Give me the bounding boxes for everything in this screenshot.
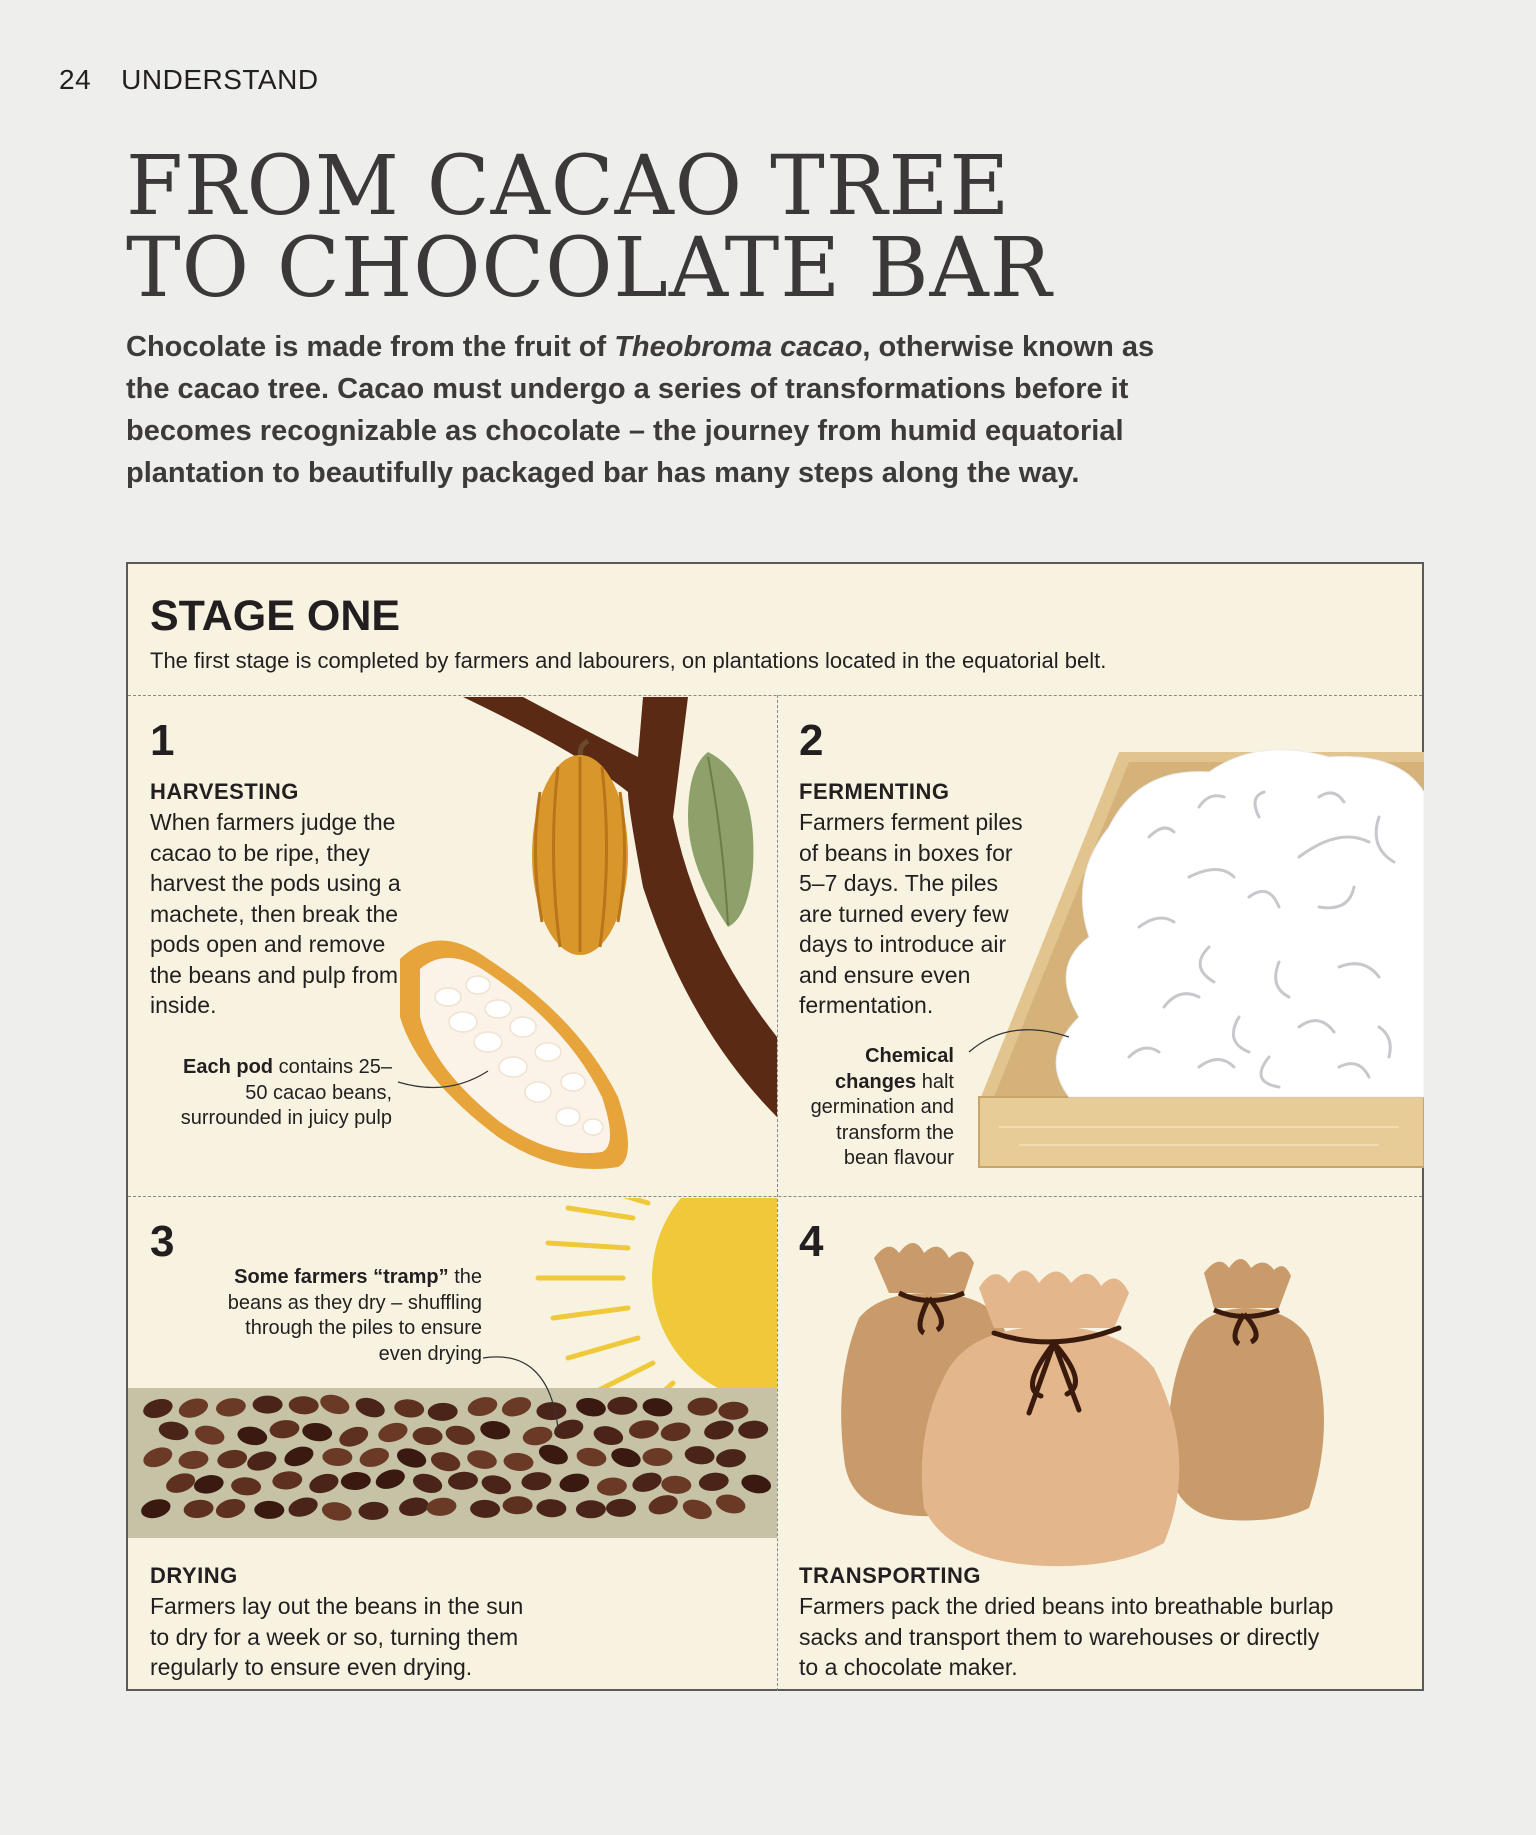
step-drying <box>128 1198 777 1690</box>
intro-paragraph <box>126 326 1196 494</box>
title-line-1: FROM CACAO TREE <box>126 139 1011 234</box>
step-title: HARVESTING <box>150 779 299 804</box>
intro-text-1: Chocolate is made from the fruit of <box>126 331 615 363</box>
step-transporting <box>779 1198 1424 1690</box>
pod-callout <box>180 1055 392 1132</box>
open-pod-icon <box>400 941 628 1170</box>
stage-one-panel <box>126 562 1424 1691</box>
stage-title: STAGE ONE <box>150 592 401 640</box>
page-title <box>126 139 1053 316</box>
callout-text: halt germination and transform the bean flavour <box>810 1070 954 1169</box>
step-text: Farmers pack the dried beans into breathable burlap sacks and transport them to warehouses or directly to a chocolate maker. <box>799 1593 1334 1680</box>
title-line-2: TO CHOCOLATE BAR <box>126 221 1053 316</box>
step-number: 2 <box>799 716 824 765</box>
callout-bold: Each pod <box>183 1056 274 1078</box>
step-text: Farmers lay out the beans in the sun to dry for a week or so, turning them regularly to ensure even drying. <box>150 1593 524 1680</box>
section-label: UNDERSTAND <box>121 64 319 95</box>
callout-text: the beans as they dry – shuffling through the piles to ensure even drying <box>227 1266 482 1365</box>
step-number: 4 <box>799 1217 824 1266</box>
step-text: Farmers ferment piles of beans in boxes for 5–7 days. The piles are turned every few days to introduce air and ensure even fermentation. <box>799 809 1023 1018</box>
step-number: 1 <box>150 716 175 765</box>
step-title: DRYING <box>150 1563 238 1588</box>
step-title: TRANSPORTING <box>799 1563 981 1588</box>
tramp-callout <box>210 1265 482 1367</box>
cacao-bean <box>253 1396 283 1414</box>
step-text: When farmers judge the cacao to be ripe, they harvest the pods using a machete, then break the pods open and remove the beans and pulp from inside. <box>150 809 401 1018</box>
callout-bold: Some farmers “tramp” <box>234 1266 449 1288</box>
step-harvesting <box>128 697 777 1195</box>
cacao-bean <box>576 1500 606 1518</box>
callout-text: contains 25–50 cacao beans, surrounded in juicy pulp <box>180 1056 392 1129</box>
sack-right-icon <box>1168 1259 1324 1521</box>
row-divider <box>128 1196 1422 1197</box>
stage-header-divider <box>128 695 1422 696</box>
step-title: FERMENTING <box>799 779 950 804</box>
callout-bold: Chemical changes <box>835 1045 954 1093</box>
chemical-callout <box>791 1044 954 1172</box>
column-divider <box>777 695 778 1691</box>
step-fermenting <box>779 697 1424 1195</box>
stage-description: The first stage is completed by farmers and labourers, on plantations located in the equatorial belt. <box>150 648 1107 673</box>
running-head <box>59 64 319 96</box>
intro-species-name: Theobroma cacao <box>614 331 863 363</box>
step-number: 3 <box>150 1217 175 1266</box>
intro-text-2: , otherwise known as the cacao tree. Cacao must undergo a series of transformations before it becomes recognizable as chocolate – the journey from humid equatorial plantation to beautifully packaged bar has many steps along the way. <box>126 331 1155 489</box>
page-number: 24 <box>59 64 92 95</box>
